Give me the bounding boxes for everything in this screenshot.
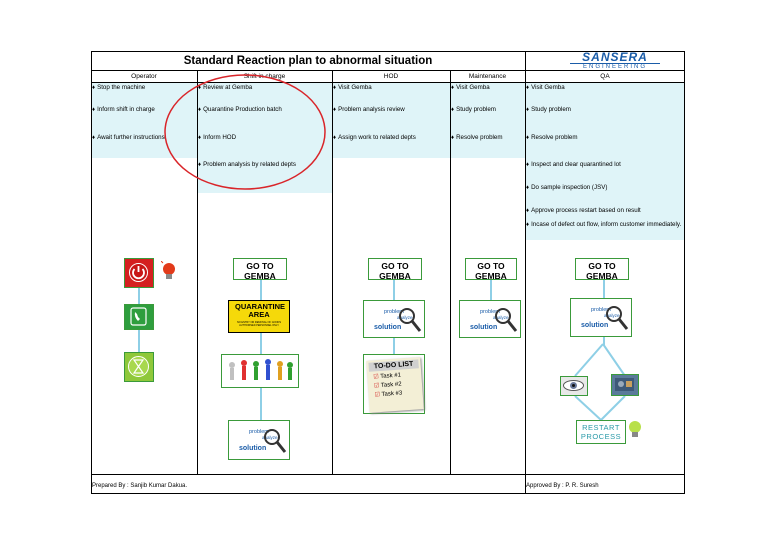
restart-process-box [576, 420, 626, 444]
col-head-operator: Operator [131, 73, 157, 80]
logo-name: SANSERA [582, 50, 648, 64]
col-head-hod: HOD [383, 73, 399, 80]
list-item: ♦ Do sample inspection (JSV) [526, 184, 608, 191]
analyze-label: analyze [493, 315, 509, 320]
maintenance-panel [451, 83, 525, 158]
list-item: ♦ Study problem [526, 106, 571, 113]
todo-note [366, 357, 423, 413]
analyze-label: analyze [604, 313, 620, 318]
lightbulb-icon [628, 420, 642, 447]
todo-list-box [363, 354, 425, 414]
go-to-gemba-box: GO TO GEMBA [368, 258, 422, 280]
hod-panel [333, 83, 450, 158]
eye-inspection-icon [560, 376, 588, 396]
list-item: ♦ Resolve problem [526, 134, 578, 141]
quarantine-sign [228, 300, 290, 333]
problem-label: problem [384, 309, 404, 315]
magnifier-icon [494, 306, 520, 336]
col-head-maintenance: Maintenance [468, 73, 507, 80]
connector [138, 330, 140, 352]
list-item: ♦ Visit Gemba [451, 84, 490, 91]
annotation-circle [160, 70, 330, 195]
sample-inspection-icon [611, 374, 639, 396]
prepared-by: Prepared By : Sanjib Kumar Dakua. [92, 483, 188, 489]
list-item: ♦ Inform HOD [198, 134, 237, 141]
connector [603, 280, 605, 298]
people-icon [229, 359, 293, 380]
problem-label: problem [591, 307, 611, 313]
list-item: ♦ Resolve problem [451, 134, 503, 141]
quarantine-title: QUARANTINE AREA [235, 302, 285, 319]
problem-solution-box [570, 298, 632, 337]
list-item: ♦ Quarantine Production batch [198, 106, 282, 113]
connector [393, 338, 395, 354]
solution-label: solution [239, 445, 267, 452]
problem-label: problem [249, 429, 269, 435]
phone-icon [124, 304, 154, 330]
page-title: Standard Reaction plan to abnormal situation [183, 55, 433, 67]
list-item: ♦ Stop the machine [92, 84, 146, 91]
connector [138, 288, 140, 304]
list-item: ♦ Visit Gemba [333, 84, 372, 91]
approved-by: Approved By : P. R. Suresh [526, 483, 599, 489]
connector [260, 280, 262, 300]
problem-solution-box [459, 300, 521, 338]
quarantine-subtitle: NO ENTRY OR REMOVAL OF GOODS AUTHORISED PERSONNEL ONLY [236, 321, 282, 327]
restart-label: RESTART PROCESS [580, 423, 622, 441]
problem-solution-box [228, 420, 290, 460]
team-people-image [221, 354, 299, 388]
connector [260, 333, 262, 354]
todo-title: TO-DO LIST [368, 359, 419, 371]
go-to-gemba-box: GO TO GEMBA [575, 258, 629, 280]
problem-solution-box [363, 300, 425, 338]
hourglass-icon [124, 352, 154, 382]
logo-subtitle: ENGINEERING [570, 63, 660, 71]
footer-divider [91, 474, 685, 475]
col-head-shift: Shift in charge [243, 73, 286, 80]
go-to-gemba-box: GO TO GEMBA [465, 258, 517, 280]
todo-task: ☑ Task #1 [373, 372, 402, 381]
list-item: ♦ Approve process restart based on result [526, 207, 641, 214]
go-to-gemba-box: GO TO GEMBA [233, 258, 287, 280]
analyze-label: analyze [262, 435, 278, 440]
todo-task: ☑ Task #3 [374, 390, 403, 399]
list-item: ♦ Review at Gemba [198, 84, 253, 91]
solution-label: solution [581, 322, 609, 329]
connector [393, 280, 395, 300]
power-icon [124, 258, 154, 288]
list-item: ♦ Assign work to related depts [333, 134, 416, 141]
todo-task: ☑ Task #2 [373, 381, 402, 390]
col-head-qa: QA [600, 73, 610, 80]
magnifier-icon [398, 306, 424, 336]
list-item: ♦ Incase of defect out flow, inform customer immediately. [526, 221, 682, 228]
analyze-label: analyze [397, 315, 413, 320]
connector [260, 388, 262, 420]
lightbulb-icon [161, 261, 177, 290]
company-logo [560, 52, 670, 70]
list-item: ♦ Problem analysis by related depts [198, 161, 296, 168]
solution-label: solution [374, 324, 402, 331]
connector [490, 280, 492, 300]
list-item: ♦ Await further instructions [92, 134, 165, 141]
list-item: ♦ Problem analysis review [333, 106, 405, 113]
problem-label: problem [480, 309, 500, 315]
list-item: ♦ Visit Gemba [526, 84, 565, 91]
list-item: ♦ Study problem [451, 106, 496, 113]
list-item: ♦ Inform shift in charge [92, 106, 155, 113]
magnifier-icon [263, 427, 289, 457]
magnifier-icon [605, 304, 631, 334]
solution-label: solution [470, 324, 498, 331]
list-item: ♦ Inspect and clear quarantined lot [526, 161, 621, 168]
